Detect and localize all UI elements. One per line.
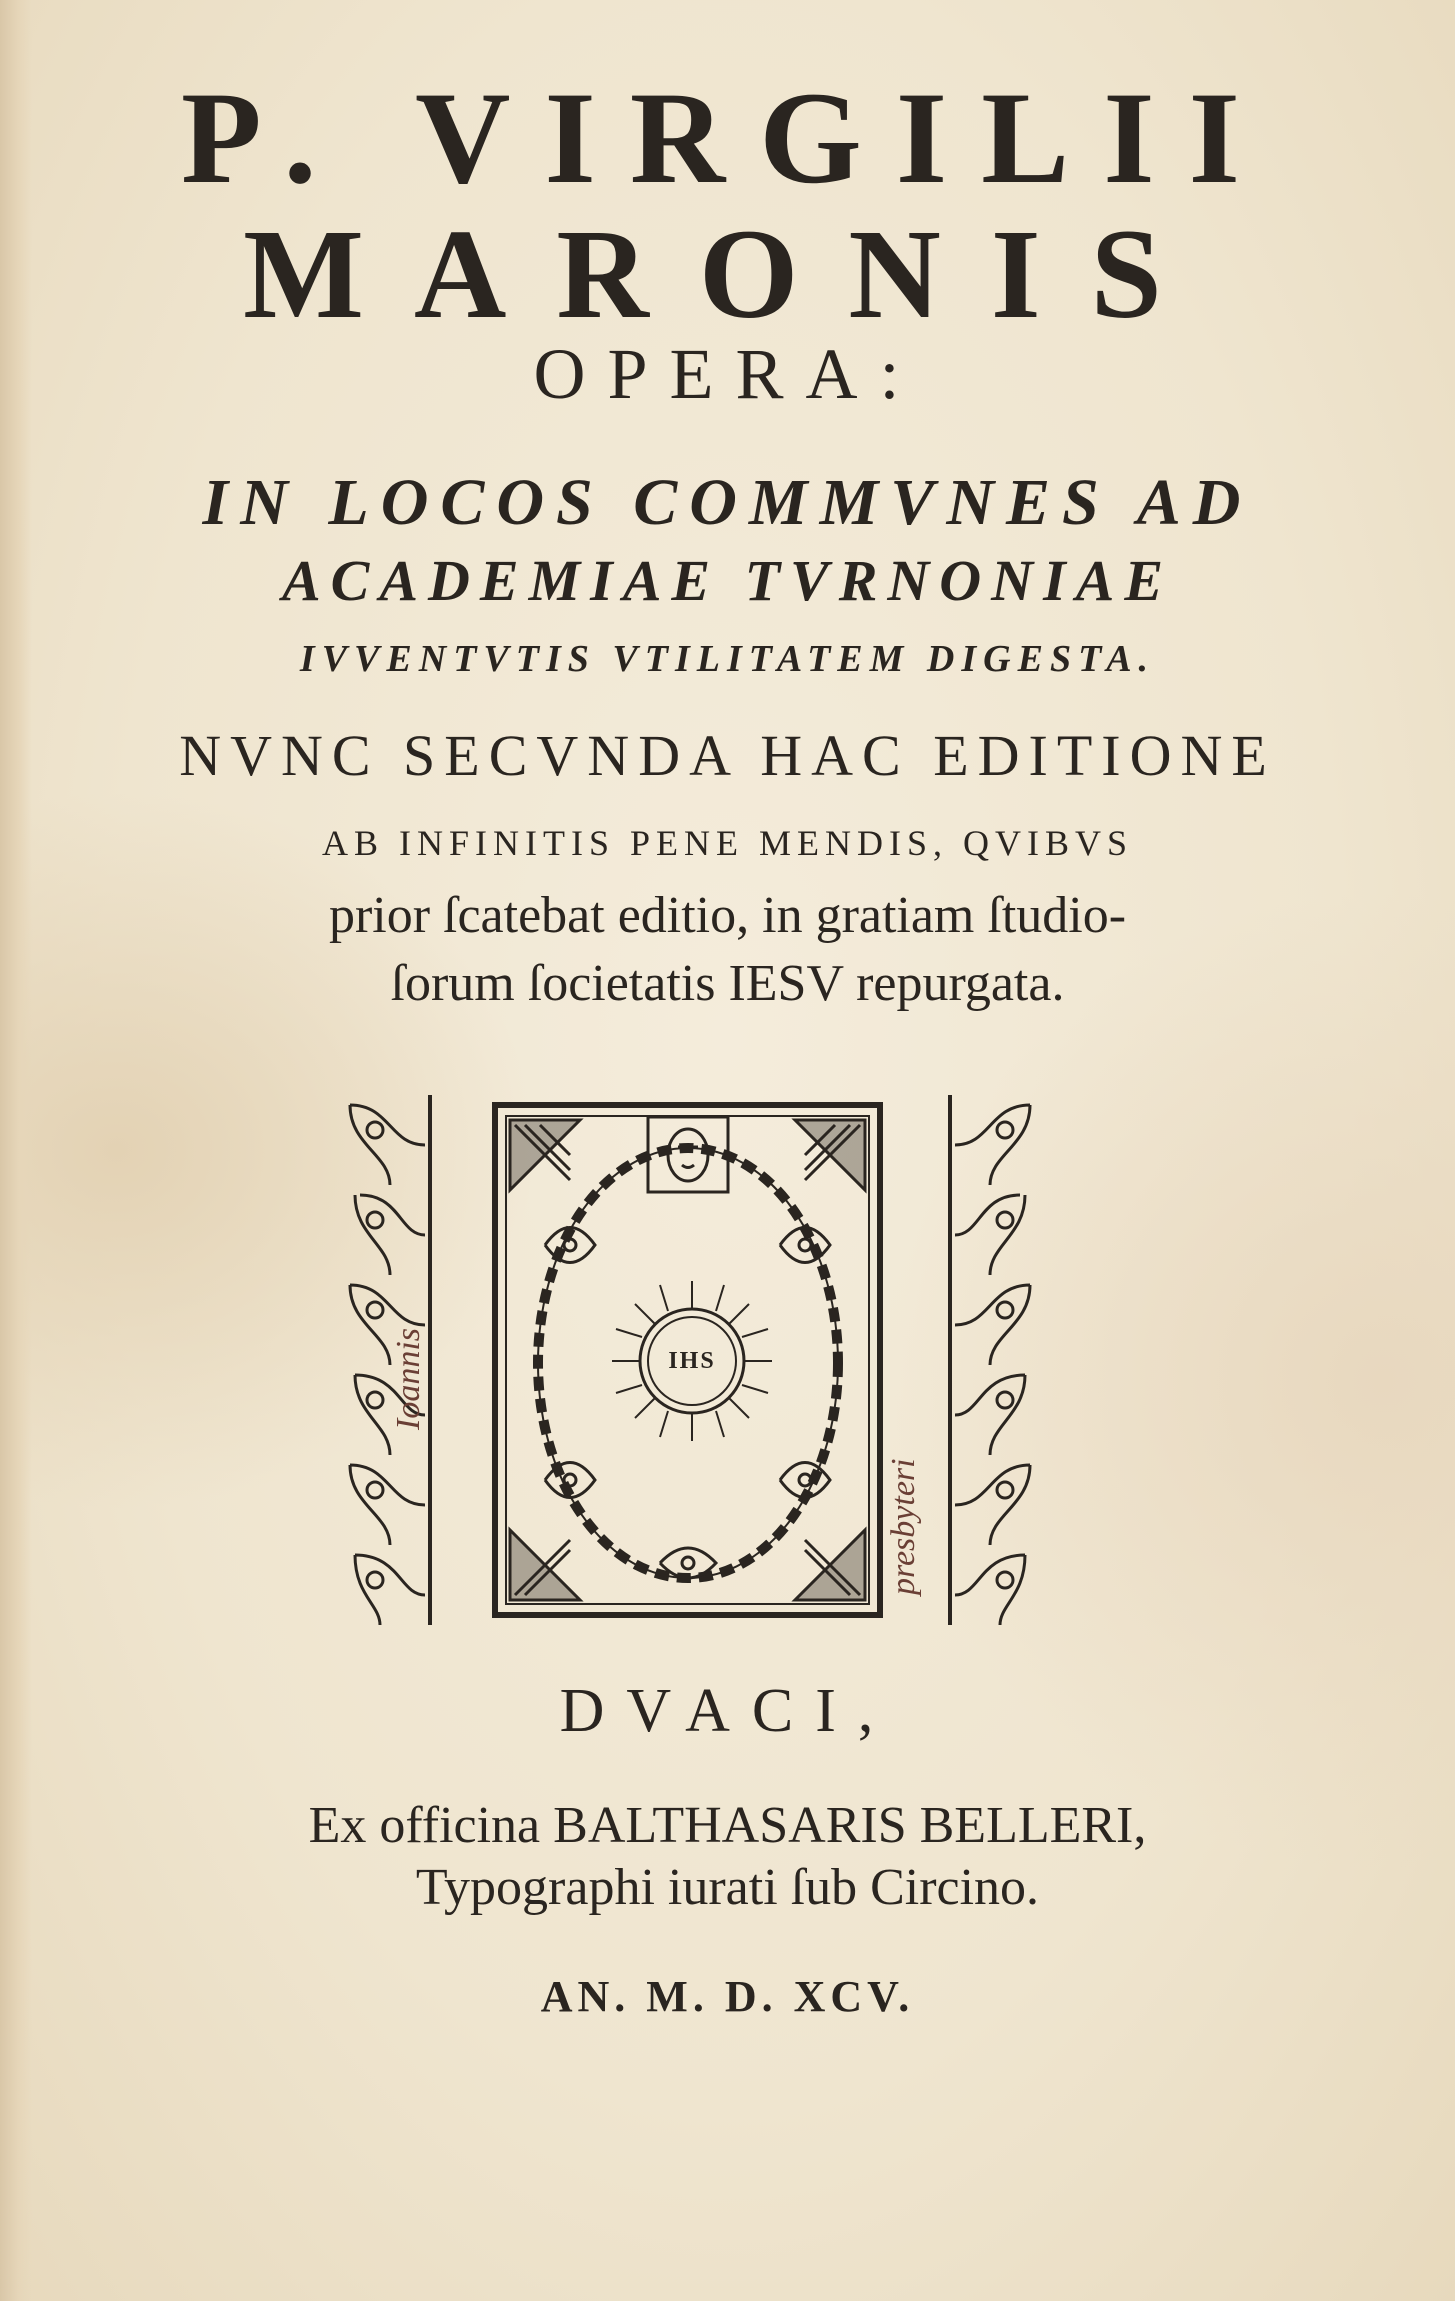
author-line-1: P. VIRGILII	[181, 64, 1274, 211]
imprint-typographer: Typographi iurati ſub Circino.	[415, 1859, 1040, 1916]
printers-device	[330, 1085, 1050, 1635]
right-vine-ornament	[955, 1105, 1030, 1625]
dedication-line-3: IVVENTVTIS VTILITATEM DIGESTA.	[299, 638, 1156, 680]
dedication-line-2: ACADEMIAE TVRNONIAE	[281, 548, 1174, 613]
edition-line-4: ſorum ſocietatis IESV repurgata.	[390, 955, 1065, 1012]
ihs-monogram: IHS	[668, 1348, 716, 1374]
dedication-line-1: IN LOCOS COMMVNES AD	[202, 466, 1253, 539]
imprint-date: AN. M. D. XCV.	[540, 1972, 915, 2021]
imprint-place: DVACI,	[559, 1677, 896, 1745]
edition-line-3: prior ſcatebat editio, in gratiam ſtudio-	[328, 887, 1127, 944]
edition-line-1: NVNC SECVNDA HAC EDITIONE	[179, 723, 1276, 788]
imprint-printer: Ex officina BALTHASARIS BELLERI,	[308, 1797, 1147, 1854]
edition-line-2: AB INFINITIS PENE MENDIS, QVIBVS	[321, 823, 1133, 863]
author-line-2: MARONIS	[243, 203, 1212, 345]
manuscript-note-right: presbyteri	[885, 1458, 922, 1595]
work-title: OPERA:	[533, 334, 922, 414]
manuscript-note-left: Ioannis	[390, 1328, 427, 1430]
